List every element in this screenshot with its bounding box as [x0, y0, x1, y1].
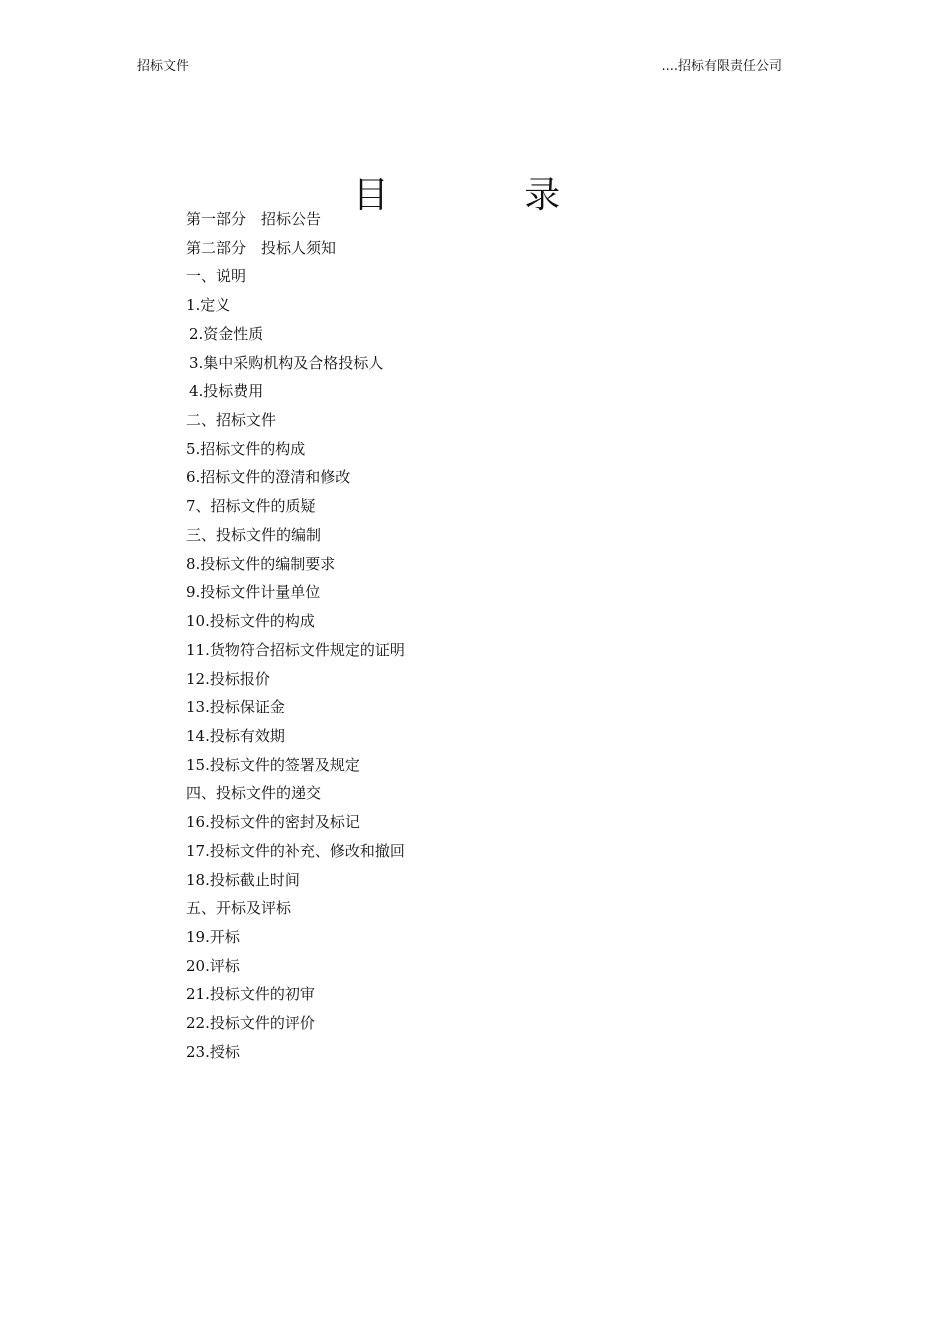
toc-entry[interactable]: 15.投标文件的签署及规定 — [186, 755, 360, 774]
header-company-name: ....招标有限责任公司 — [661, 59, 782, 74]
toc-entry[interactable]: 第一部分 招标公告 — [186, 210, 322, 228]
toc-entry[interactable]: 19.开标 — [186, 927, 240, 946]
toc-entry[interactable]: 四、投标文件的递交 — [186, 784, 322, 803]
page-title: 目 录 — [352, 175, 623, 217]
toc-entry[interactable]: 13.投标保证金 — [186, 698, 285, 717]
toc-entry[interactable]: 14.投标有效期 — [186, 726, 285, 745]
toc-entry[interactable]: 一、说明 — [186, 267, 247, 286]
toc-entry[interactable]: 五、开标及评标 — [186, 899, 292, 918]
toc-entry[interactable]: 16.投标文件的密封及标记 — [186, 813, 360, 832]
toc-entry[interactable]: 7、招标文件的质疑 — [186, 497, 316, 516]
toc-entry[interactable]: 1.定义 — [186, 296, 231, 315]
toc-entry[interactable]: 23.授标 — [186, 1042, 240, 1061]
toc-entry[interactable]: 20.评标 — [186, 956, 240, 975]
toc-entry[interactable]: 22.投标文件的评价 — [186, 1014, 315, 1033]
toc-entry[interactable]: 第二部分 投标人须知 — [186, 238, 337, 257]
toc-entry[interactable]: 2.资金性质 — [189, 324, 264, 343]
toc-entry[interactable]: 21.投标文件的初审 — [186, 985, 315, 1004]
toc-entry[interactable]: 11.货物符合招标文件规定的证明 — [186, 640, 405, 659]
toc-entry[interactable]: 三、投标文件的编制 — [186, 525, 322, 544]
header-document-name: 招标文件 — [137, 59, 190, 74]
toc-entry[interactable]: 9.投标文件计量单位 — [186, 583, 321, 602]
toc-entry[interactable]: 17.投标文件的补充、修改和撤回 — [186, 841, 405, 860]
toc-entry[interactable]: 6.招标文件的澄清和修改 — [186, 468, 351, 487]
toc-entry[interactable]: 5.招标文件的构成 — [186, 439, 306, 458]
toc-entry[interactable]: 3.集中采购机构及合格投标人 — [189, 353, 384, 372]
toc-entry[interactable]: 4.投标费用 — [189, 382, 264, 401]
toc-entry[interactable]: 8.投标文件的编制要求 — [186, 554, 336, 573]
toc-entry[interactable]: 二、招标文件 — [186, 411, 277, 430]
toc-entry[interactable]: 18.投标截止时间 — [186, 870, 300, 889]
toc-entry[interactable]: 12.投标报价 — [186, 669, 270, 688]
toc-entry[interactable]: 10.投标文件的构成 — [186, 612, 315, 631]
table-of-contents — [186, 205, 405, 1067]
